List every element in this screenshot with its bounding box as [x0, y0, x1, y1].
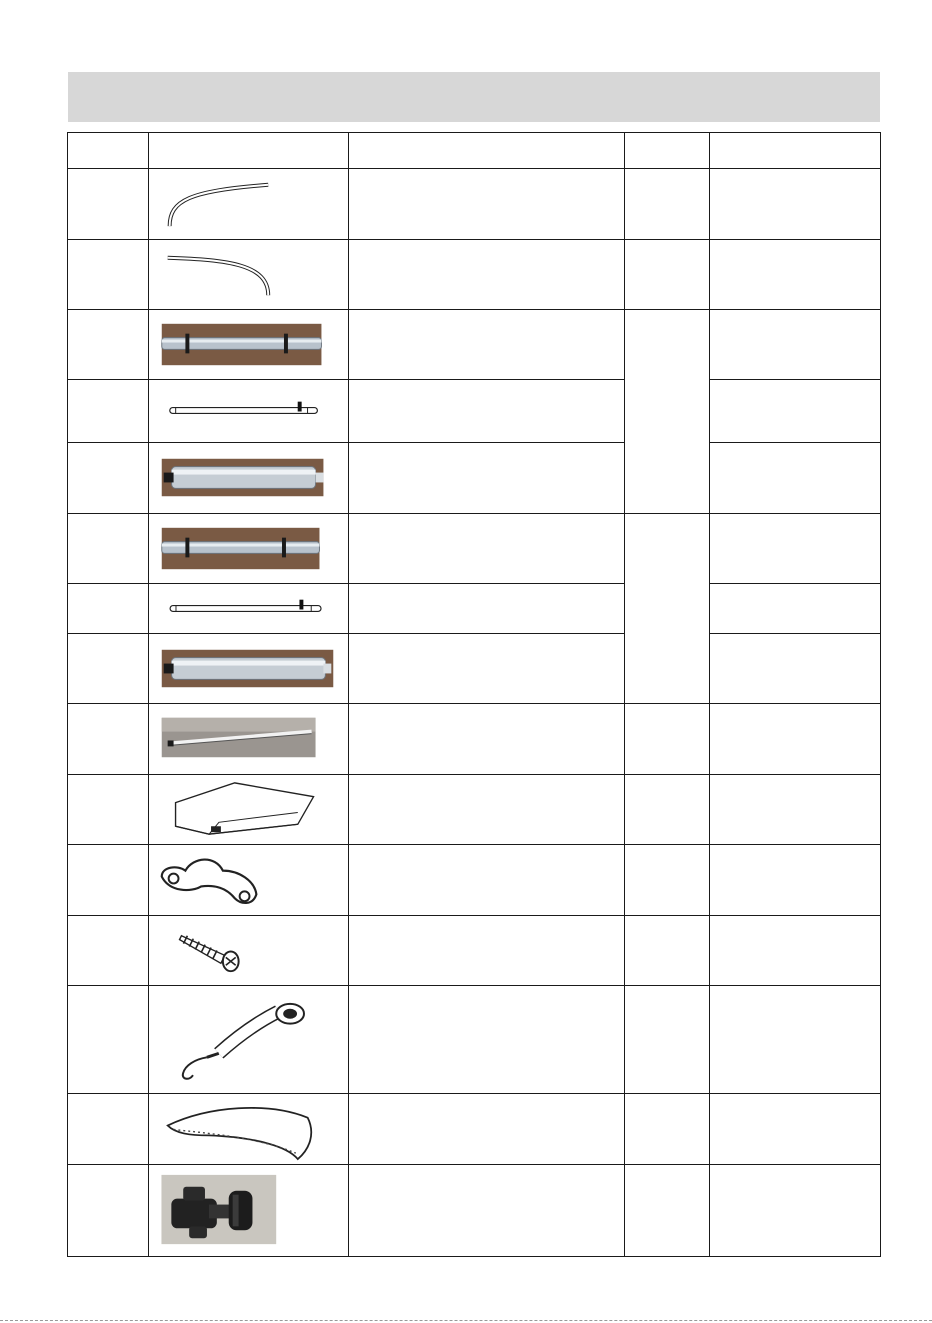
cell-image [149, 704, 349, 775]
cell-no [68, 704, 149, 775]
cell-no [68, 634, 149, 704]
cell-remark [710, 584, 881, 634]
header-cell-image [149, 133, 349, 169]
header-cell-description [349, 133, 625, 169]
cell-image [149, 240, 349, 310]
curved-rod-right-icon [149, 240, 348, 309]
cell-image [149, 169, 349, 240]
cell-no [68, 916, 149, 986]
table-row [68, 704, 881, 775]
cell-qty [625, 1094, 710, 1165]
cell-no [68, 584, 149, 634]
cell-remark [710, 443, 881, 514]
cell-image [149, 584, 349, 634]
cell-description [349, 584, 625, 634]
cell-description [349, 380, 625, 443]
cell-no [68, 986, 149, 1094]
cell-no [68, 380, 149, 443]
cell-description [349, 634, 625, 704]
cell-remark [710, 704, 881, 775]
title-bar [68, 72, 880, 122]
table-row [68, 1094, 881, 1165]
cell-description [349, 310, 625, 380]
cell-qty [625, 169, 710, 240]
table-row [68, 916, 881, 986]
roller-tube-icon [149, 443, 348, 513]
cell-image [149, 775, 349, 845]
cell-image [149, 380, 349, 443]
cell-no [68, 443, 149, 514]
cell-image [149, 443, 349, 514]
cell-no [68, 1094, 149, 1165]
cell-description [349, 704, 625, 775]
awning-cover-icon [149, 1094, 348, 1164]
table-row [68, 240, 881, 310]
cell-qty [625, 916, 710, 986]
table-row [68, 986, 881, 1094]
cell-no [68, 169, 149, 240]
cell-remark [710, 169, 881, 240]
pipe-clamp-icon [149, 845, 348, 915]
roller-tube-icon [149, 634, 348, 703]
cell-image [149, 1165, 349, 1257]
cell-description [349, 169, 625, 240]
cell-description [349, 916, 625, 986]
cell-description [349, 775, 625, 845]
cell-no [68, 1165, 149, 1257]
cell-qty [625, 704, 710, 775]
cell-image [149, 1094, 349, 1165]
strap-with-hook-icon [149, 986, 348, 1093]
cell-description [349, 1165, 625, 1257]
cell-remark [710, 380, 881, 443]
cell-no [68, 845, 149, 916]
cell-image [149, 514, 349, 584]
cell-no [68, 310, 149, 380]
cell-qty [625, 986, 710, 1094]
cell-remark [710, 634, 881, 704]
curved-rod-left-icon [149, 169, 348, 239]
cell-remark [710, 1165, 881, 1257]
aluminium-tube-with-clips-icon [149, 310, 348, 379]
cell-remark [710, 514, 881, 584]
table-row [68, 169, 881, 240]
table-row [68, 380, 881, 443]
table-header-row [68, 133, 881, 169]
cell-description [349, 514, 625, 584]
cell-description [349, 1094, 625, 1165]
cell-remark [710, 310, 881, 380]
header-cell-qty [625, 133, 710, 169]
cell-image [149, 634, 349, 704]
cell-description [349, 986, 625, 1094]
table-row [68, 514, 881, 584]
cell-remark [710, 1094, 881, 1165]
cell-description [349, 845, 625, 916]
page-bottom-edge [0, 1320, 932, 1321]
cell-description [349, 240, 625, 310]
aluminium-tube-with-clips-icon [149, 514, 348, 583]
screw-icon [149, 916, 348, 985]
cell-image [149, 986, 349, 1094]
table-row [68, 584, 881, 634]
cell-description [349, 443, 625, 514]
cell-no [68, 240, 149, 310]
cell-qty [625, 1165, 710, 1257]
cell-remark [710, 775, 881, 845]
cell-remark [710, 845, 881, 916]
parts-table [67, 132, 881, 1257]
cell-image [149, 845, 349, 916]
telescopic-pole-icon [149, 380, 348, 442]
table-row [68, 443, 881, 514]
cell-qty [625, 240, 710, 310]
cell-qty [625, 514, 710, 704]
cell-remark [710, 916, 881, 986]
cell-qty [625, 775, 710, 845]
header-cell-remark [710, 133, 881, 169]
table-row [68, 845, 881, 916]
folded-fabric-icon [149, 775, 348, 844]
table-row [68, 634, 881, 704]
table-row [68, 1165, 881, 1257]
cell-qty [625, 845, 710, 916]
cell-qty [625, 310, 710, 514]
cell-image [149, 310, 349, 380]
table-row [68, 775, 881, 845]
knob-bracket-icon [149, 1165, 348, 1256]
cell-remark [710, 240, 881, 310]
cell-no [68, 514, 149, 584]
header-cell-no [68, 133, 149, 169]
table-row [68, 310, 881, 380]
cell-remark [710, 986, 881, 1094]
telescopic-pole-icon [149, 584, 348, 633]
cell-no [68, 775, 149, 845]
thin-rod-icon [149, 704, 348, 774]
cell-image [149, 916, 349, 986]
